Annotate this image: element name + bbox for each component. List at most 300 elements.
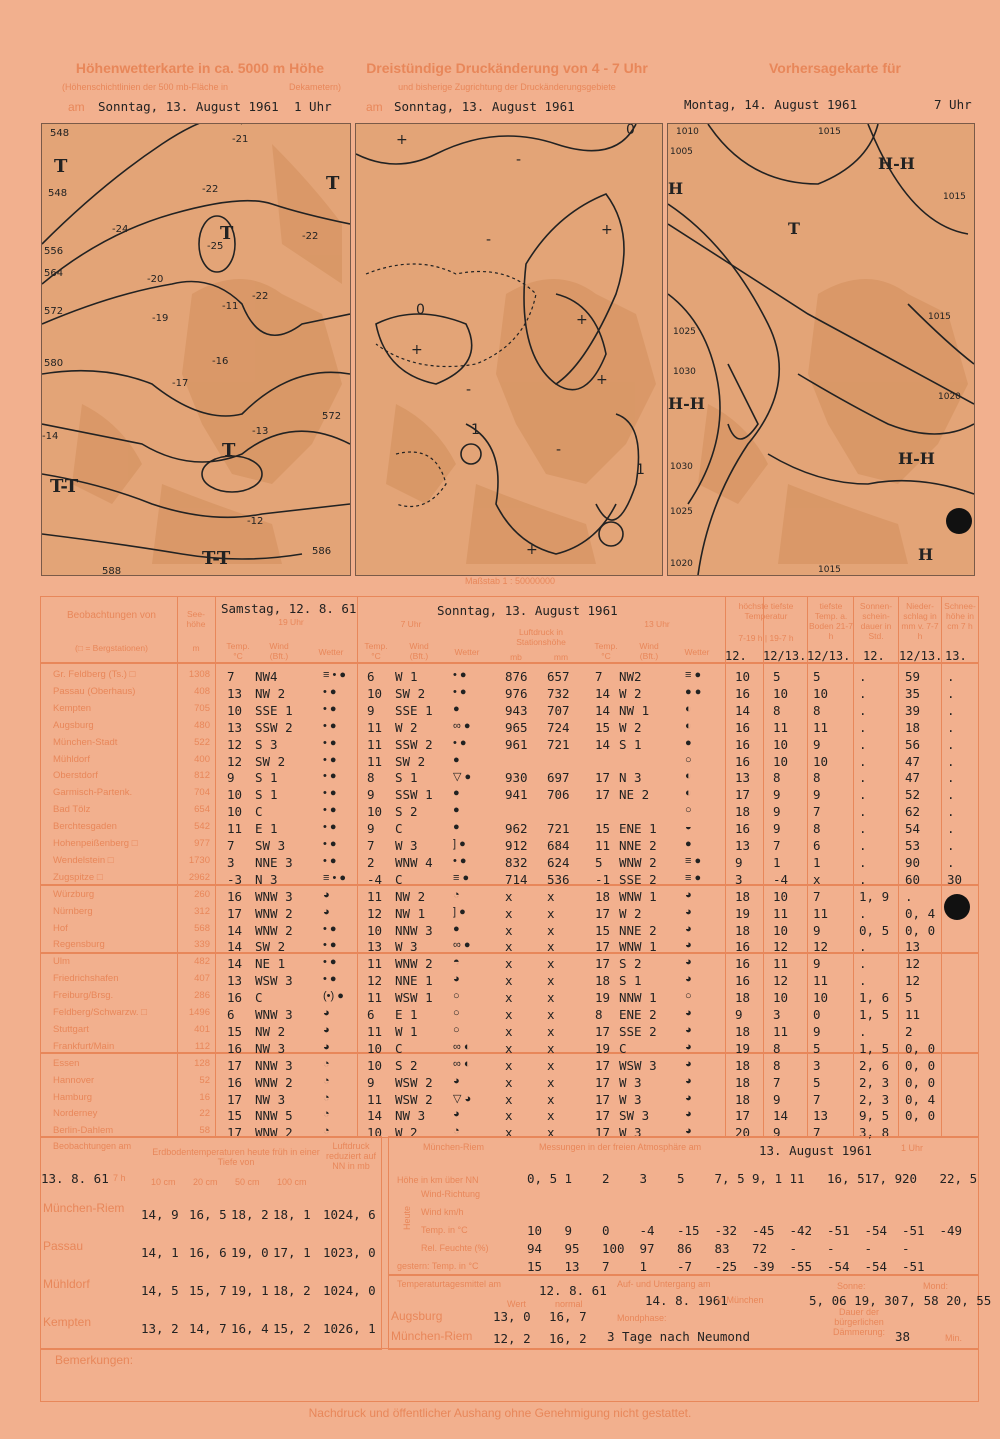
cell-x13: ●	[685, 736, 692, 749]
cell-s_x: ◕	[323, 905, 330, 918]
cell-pr: 0, 0	[905, 922, 936, 938]
cell-w13: NW2	[619, 669, 642, 684]
cell-bod: 5	[813, 1040, 821, 1056]
cell-t7: 11	[367, 719, 383, 735]
cell-mm: x	[547, 922, 555, 938]
cell-x7: ●	[453, 922, 460, 935]
cell-x7: ◓	[453, 956, 460, 969]
cell-s_t: 14	[227, 939, 243, 955]
ua-humidity: 86	[677, 1241, 693, 1256]
ua-height: 3	[639, 1171, 648, 1186]
cell-x7: ] ●	[453, 905, 466, 918]
cell-t13: 11	[595, 838, 611, 853]
saturday-time: 19 Uhr	[278, 617, 304, 627]
cell-bod: 8	[813, 821, 821, 837]
cell-mb: 943	[505, 702, 528, 718]
cell-mm: x	[547, 956, 555, 972]
astro-title: Auf- und Untergang am	[617, 1279, 711, 1289]
cell-sun: .	[859, 821, 867, 837]
cell-w13: SSE 2	[619, 871, 657, 887]
map1-title: Höhenwetterkarte in ca. 5000 m Höhe	[75, 60, 325, 76]
cell-w7: NW 2	[395, 888, 426, 904]
cell-min: 10	[773, 736, 789, 752]
cell-s_w: SW 2	[255, 753, 286, 769]
cell-w7: C	[395, 821, 403, 837]
cell-mm: 706	[547, 787, 570, 803]
cell-w13: S 2	[619, 956, 642, 972]
station-name: Berchtesgaden	[53, 821, 117, 833]
cell-max: 18	[735, 1023, 751, 1039]
cell-mb: x	[505, 1007, 513, 1022]
cell-h: 522	[194, 736, 210, 748]
cell-s_t: 17	[227, 1125, 243, 1141]
upper-air-station: München-Riem	[423, 1142, 485, 1152]
cell-x7: ●	[453, 821, 460, 834]
cell-pr: 53	[905, 838, 921, 853]
ua-humidity: 100	[602, 1241, 625, 1256]
cell-sun: .	[859, 1023, 867, 1039]
ua-humidity: 95	[564, 1241, 580, 1256]
cell-x7: ∞ ◐	[453, 1040, 471, 1053]
cell-s_t: 15	[227, 1023, 243, 1039]
ground-temp-header: tiefste Temp. a. Boden 21-7 h	[809, 601, 853, 641]
remarks-box	[40, 1348, 979, 1402]
cell-x7: ▽ ●	[453, 771, 472, 784]
cell-h: 128	[194, 1057, 210, 1069]
cell-x13: ◕	[685, 1040, 692, 1053]
pressure-change-map-drawing	[356, 124, 662, 575]
cell-t13: 17	[595, 1091, 611, 1107]
cell-mb: x	[505, 888, 513, 904]
svg-text:-24: -24	[112, 224, 129, 235]
max-min-times: 7-19 h | 19-7 h	[738, 633, 794, 643]
cell-s_x: • ●	[323, 736, 337, 749]
svg-text:586: 586	[312, 546, 332, 557]
cell-mm: 624	[547, 854, 570, 870]
ua-height: 9, 1	[752, 1171, 783, 1186]
svg-text:-25: -25	[207, 241, 224, 252]
cell-bod: 9	[813, 736, 821, 752]
cell-pr: 52	[905, 787, 921, 803]
cell-h: 812	[194, 770, 210, 782]
cell-t7: 10	[367, 1125, 383, 1141]
cell-bod: 0	[813, 1007, 821, 1022]
cell-t7: 11	[367, 1091, 383, 1107]
cell-sn: .	[947, 685, 955, 701]
cell-mm: 707	[547, 702, 570, 718]
cell-s_x: ◕	[323, 1040, 330, 1053]
cell-s_t: 14	[227, 922, 243, 938]
cell-x7: ∞ ●	[453, 939, 471, 952]
soil-station: München-Riem	[43, 1201, 125, 1215]
ua-height: 17, 9	[864, 1171, 903, 1186]
cell-mb: x	[505, 1108, 513, 1124]
soil-value: 18, 2	[273, 1283, 311, 1298]
svg-text:T: T	[788, 219, 800, 238]
cell-x13: ◕	[685, 956, 692, 969]
cell-s_w: WSW 3	[255, 973, 293, 989]
moon-times: 7, 58 20, 55	[901, 1293, 992, 1308]
ua-humidity: -	[827, 1241, 835, 1256]
cell-x7: ∞ ◐	[453, 1057, 471, 1070]
sat-wind-header: Wind (Bft.)	[269, 641, 289, 661]
punch-hole-bottom	[944, 894, 970, 920]
cell-bod: x	[813, 871, 821, 887]
sun7-weather-header: Wetter	[454, 647, 480, 657]
cell-w7: NW 3	[395, 1108, 426, 1124]
cell-s_t: 3	[227, 854, 235, 870]
soil-title: Beobachtungen am	[53, 1141, 132, 1151]
cell-w7: WSW 2	[395, 1091, 433, 1107]
cell-w7: W 1	[395, 669, 418, 684]
cell-mb: x	[505, 1091, 513, 1107]
cell-x7: • ●	[453, 736, 467, 749]
soil-pressure: 1024, 6	[323, 1207, 376, 1222]
svg-text:-: -	[486, 232, 492, 248]
cell-pr: 13	[905, 939, 921, 955]
station-name: Frankfurt/Main	[53, 1040, 115, 1052]
cell-s_t: 7	[227, 838, 235, 853]
cell-s_t: 16	[227, 1074, 243, 1090]
station-name: Feldberg/Schwarzw. □	[53, 1007, 147, 1018]
cell-sun: 3, 8	[859, 1125, 890, 1141]
sun13-weather-header: Wetter	[684, 647, 710, 657]
cell-bod: 6	[813, 838, 821, 853]
cell-s_x: ◔	[323, 1091, 330, 1104]
svg-text:-: -	[516, 152, 522, 168]
cell-h: 407	[194, 973, 210, 985]
cell-t13: 14	[595, 702, 611, 718]
cell-x13: ◐	[685, 719, 692, 732]
cell-x7: ○	[453, 1023, 460, 1036]
cell-sun: 1, 5	[859, 1040, 890, 1056]
cell-w7: S 1	[395, 770, 418, 786]
cell-s_t: 13	[227, 719, 243, 735]
cell-sun: .	[859, 905, 867, 921]
cell-x7: ◔	[453, 1125, 460, 1138]
cell-bod: 13	[813, 1108, 829, 1124]
cell-pr: 12	[905, 973, 921, 989]
cell-max: 18	[735, 1057, 751, 1073]
date-max: 12.	[725, 649, 747, 663]
svg-text:+: +	[526, 542, 538, 558]
saturday-date: Samstag, 12. 8. 61	[221, 601, 357, 616]
cell-s_x: • ●	[323, 821, 337, 834]
cell-mb: 941	[505, 787, 528, 803]
precip-header: Nieder-schlag in mm v. 7-7 h	[901, 601, 939, 641]
cell-mm: 536	[547, 871, 570, 887]
cell-max: 19	[735, 1040, 751, 1056]
ua-humidity: 97	[639, 1241, 655, 1256]
cell-max: 20	[735, 1125, 751, 1141]
cell-pr: 47	[905, 753, 921, 769]
cell-sn: .	[947, 702, 955, 718]
ua-temp: -32	[714, 1223, 738, 1238]
svg-text:1015: 1015	[943, 192, 966, 202]
cell-w13: W 2	[619, 719, 642, 735]
cell-max: 14	[735, 702, 751, 718]
cell-w7: W 3	[395, 939, 418, 955]
cell-min: 9	[773, 804, 781, 820]
cell-w13: ENE 2	[619, 1007, 657, 1022]
upper-air-time: 1 Uhr	[901, 1143, 924, 1153]
cell-s_x: • ●	[323, 719, 337, 732]
cell-t7: 11	[367, 753, 383, 769]
mean-value-label: Wert	[507, 1299, 526, 1309]
cell-mm: 684	[547, 838, 570, 853]
mean-normal-label: normal	[555, 1299, 583, 1309]
cell-min: 11	[773, 905, 789, 921]
cell-x13: ◕	[685, 1108, 692, 1121]
cell-x7: ◔	[453, 888, 460, 901]
ua-humidity: -	[902, 1241, 910, 1256]
svg-text:+: +	[396, 132, 408, 148]
cell-min: 10	[773, 888, 789, 904]
cell-pr: 12	[905, 956, 921, 972]
moon-label: Mond:	[923, 1281, 949, 1291]
cell-w13: NNE 2	[619, 922, 657, 938]
svg-text:1010: 1010	[676, 127, 699, 137]
row-gestern: gestern: Temp. in °C	[397, 1261, 479, 1271]
cell-w7: C	[395, 871, 403, 887]
row-wind-speed: Wind km/h	[421, 1207, 464, 1217]
svg-text:-11: -11	[222, 301, 239, 312]
cell-pr: 47	[905, 770, 921, 786]
cell-w7: NNW 3	[395, 922, 433, 938]
cell-h: 22	[199, 1108, 210, 1120]
cell-x13: ◒	[685, 821, 692, 834]
cell-s_t: 17	[227, 1057, 243, 1073]
cell-h: 1308	[188, 669, 210, 680]
svg-text:-13: -13	[252, 426, 269, 437]
cell-bod: 11	[813, 973, 829, 989]
cell-t13: -1	[595, 871, 611, 887]
depth-100: 100 cm	[277, 1177, 307, 1187]
cell-w7: W 3	[395, 838, 418, 853]
map-scale: Maßstab 1 : 50000000	[464, 576, 556, 586]
svg-text:0: 0	[626, 124, 635, 138]
cell-x7: ≡ ●	[453, 871, 470, 884]
station-name: Nürnberg	[53, 905, 93, 917]
mean-normal-1: 16, 7	[549, 1309, 587, 1324]
cell-s_t: 17	[227, 905, 243, 921]
cell-mb: 961	[505, 736, 528, 752]
cell-mm: 724	[547, 719, 570, 735]
cell-sn: .	[947, 719, 955, 735]
date-sun: 12.	[863, 649, 885, 663]
cell-x13: ○	[685, 990, 692, 1003]
svg-text:-12: -12	[247, 516, 264, 527]
cell-mb: 832	[505, 854, 528, 870]
cell-min: 3	[773, 1007, 781, 1022]
cell-min: 5	[773, 669, 781, 684]
cell-sn: .	[947, 854, 955, 870]
cell-x13: ● ●	[685, 685, 702, 698]
cell-min: 11	[773, 1023, 789, 1039]
cell-max: 18	[735, 804, 751, 820]
cell-t13: 5	[595, 854, 603, 870]
soil-value: 15, 2	[273, 1321, 311, 1336]
svg-text:+: +	[411, 342, 423, 358]
cell-h: 400	[194, 753, 210, 765]
cell-x13: ◕	[685, 1125, 692, 1138]
cell-x7: ●	[453, 804, 460, 817]
cell-s_t: -3	[227, 871, 243, 887]
cell-t7: 13	[367, 939, 383, 955]
snow-header: Schnee-höhe in cm 7 h	[944, 601, 976, 631]
cell-sn: .	[947, 804, 955, 820]
station-name: Friedrichshafen	[53, 973, 119, 985]
cell-sun: .	[859, 702, 867, 718]
cell-w13: W 3	[619, 1091, 642, 1107]
ua-temp: 9	[564, 1223, 573, 1238]
cell-sun: .	[859, 736, 867, 752]
cell-t7: 11	[367, 990, 383, 1006]
cell-s_x: • ●	[323, 770, 337, 783]
cell-min: 9	[773, 1091, 781, 1107]
cell-mb: x	[505, 1040, 513, 1056]
cell-w13: S 1	[619, 973, 642, 989]
pressure-change-map	[355, 123, 663, 576]
cell-s_t: 15	[227, 1108, 243, 1124]
cell-s_w: SW 2	[255, 939, 286, 955]
cell-h: 480	[194, 719, 210, 731]
cell-s_w: WNW 2	[255, 1074, 293, 1090]
cell-s_t: 13	[227, 973, 243, 989]
svg-text:1020: 1020	[670, 559, 693, 569]
svg-text:T: T	[220, 223, 234, 244]
map2-am: am	[366, 100, 383, 114]
cell-max: 13	[735, 770, 751, 786]
cell-sn: .	[947, 770, 955, 786]
station-name: Ulm	[53, 956, 70, 968]
cell-s_w: NW 2	[255, 1023, 286, 1039]
cell-t7: 9	[367, 702, 375, 718]
cell-w13: ENE 1	[619, 821, 657, 837]
date-precip: 12/13.	[899, 649, 943, 663]
cell-x7: • ●	[453, 854, 467, 867]
cell-x13: ◐	[685, 787, 692, 800]
station-name: Wendelstein □	[53, 854, 114, 866]
cell-sn: .	[947, 736, 955, 752]
cell-x13: ◕	[685, 922, 692, 935]
cell-s_w: NW 2	[255, 685, 286, 701]
svg-text:H: H	[918, 545, 934, 564]
cell-s_x: • ●	[323, 854, 337, 867]
mean-title: Temperaturtagesmittel am	[397, 1279, 502, 1289]
twilight-label: Dauer der bürgerlichen Dämmerung:	[832, 1307, 886, 1337]
cell-x7: ●	[453, 702, 460, 715]
cell-bod: 8	[813, 702, 821, 718]
cell-t13: 17	[595, 1108, 611, 1124]
cell-s_w: NNE 3	[255, 854, 293, 870]
soil-temperature-section	[40, 1136, 382, 1350]
cell-w13: NW 1	[619, 702, 650, 718]
soil-pressure: 1023, 0	[323, 1245, 376, 1260]
cell-sun: 1, 5	[859, 1007, 890, 1022]
cell-t13: 17	[595, 770, 611, 786]
station-name: Stuttgart	[53, 1023, 89, 1035]
svg-text:-14: -14	[42, 431, 59, 442]
cell-min: 8	[773, 770, 781, 786]
map3-title: Vorhersagekarte für	[768, 60, 901, 76]
moon-phase: 3 Tage nach Neumond	[607, 1329, 750, 1344]
cell-sun: .	[859, 973, 867, 989]
cell-w13: WNW 1	[619, 939, 657, 955]
cell-s_t: 14	[227, 956, 243, 972]
upper-air-map	[41, 123, 351, 576]
cell-max: 16	[735, 753, 751, 769]
astro-place: in München	[717, 1295, 764, 1305]
cell-h: 52	[199, 1074, 210, 1086]
cell-x7: ●	[453, 753, 460, 766]
soil-value: 15, 7	[189, 1283, 227, 1298]
ua-humidity: 83	[714, 1241, 730, 1256]
svg-text:-17: -17	[172, 378, 189, 389]
svg-text:-21: -21	[232, 134, 249, 145]
cell-t13: 15	[595, 922, 611, 938]
svg-text:1025: 1025	[673, 327, 696, 337]
svg-text:-22: -22	[202, 184, 219, 195]
cell-mm: x	[547, 1007, 555, 1022]
cell-bod: 3	[813, 1057, 821, 1073]
cell-s_t: 17	[227, 1091, 243, 1107]
cell-sun: .	[859, 753, 867, 769]
row-humidity: Rel. Feuchte (%)	[421, 1243, 489, 1253]
station-name: Würzburg	[53, 888, 95, 900]
soil-value: 16, 5	[189, 1207, 227, 1222]
cell-s_t: 11	[227, 821, 243, 837]
cell-max: 18	[735, 888, 751, 904]
station-name: Norderney	[53, 1108, 98, 1120]
cell-max: 9	[735, 854, 743, 870]
cell-x13: ◕	[685, 973, 692, 986]
cell-pr: 0, 0	[905, 1108, 936, 1124]
sun-label: Sonne:	[837, 1281, 866, 1291]
cell-w7: NNE 1	[395, 973, 433, 989]
cell-mb: 912	[505, 838, 528, 853]
cell-min: 10	[773, 753, 789, 769]
ua-yesterday: -54	[827, 1259, 850, 1274]
soil-value: 17, 1	[273, 1245, 311, 1260]
svg-text:1: 1	[636, 462, 645, 478]
svg-text:1005: 1005	[670, 147, 693, 157]
cell-x13: ○	[685, 753, 692, 766]
cell-pr: 60	[905, 871, 921, 887]
cell-mb: x	[505, 922, 513, 938]
svg-text:548: 548	[48, 188, 68, 199]
cell-h: 408	[194, 685, 210, 697]
cell-mm: x	[547, 939, 555, 955]
cell-pr: 11	[905, 1007, 921, 1022]
station-name: Hannover	[53, 1074, 95, 1086]
cell-s_w: NNW 3	[255, 1057, 293, 1073]
cell-s_w: NW4	[255, 669, 278, 684]
station-name: Bad Tölz	[53, 804, 91, 816]
cell-sun: .	[859, 770, 867, 786]
cell-x7: • ●	[453, 669, 467, 681]
cell-t13: 14	[595, 736, 611, 752]
station-name: Hamburg	[53, 1091, 93, 1103]
cell-w13: SW 3	[619, 1108, 650, 1124]
svg-text:H-H: H-H	[878, 154, 915, 173]
cell-s_w: WNW 2	[255, 922, 293, 938]
cell-s_w: C	[255, 990, 263, 1006]
cell-sun: 2, 3	[859, 1074, 890, 1090]
soil-value: 13, 2	[141, 1321, 179, 1336]
ua-yesterday: -55	[789, 1259, 813, 1274]
cell-bod: 7	[813, 1091, 821, 1107]
